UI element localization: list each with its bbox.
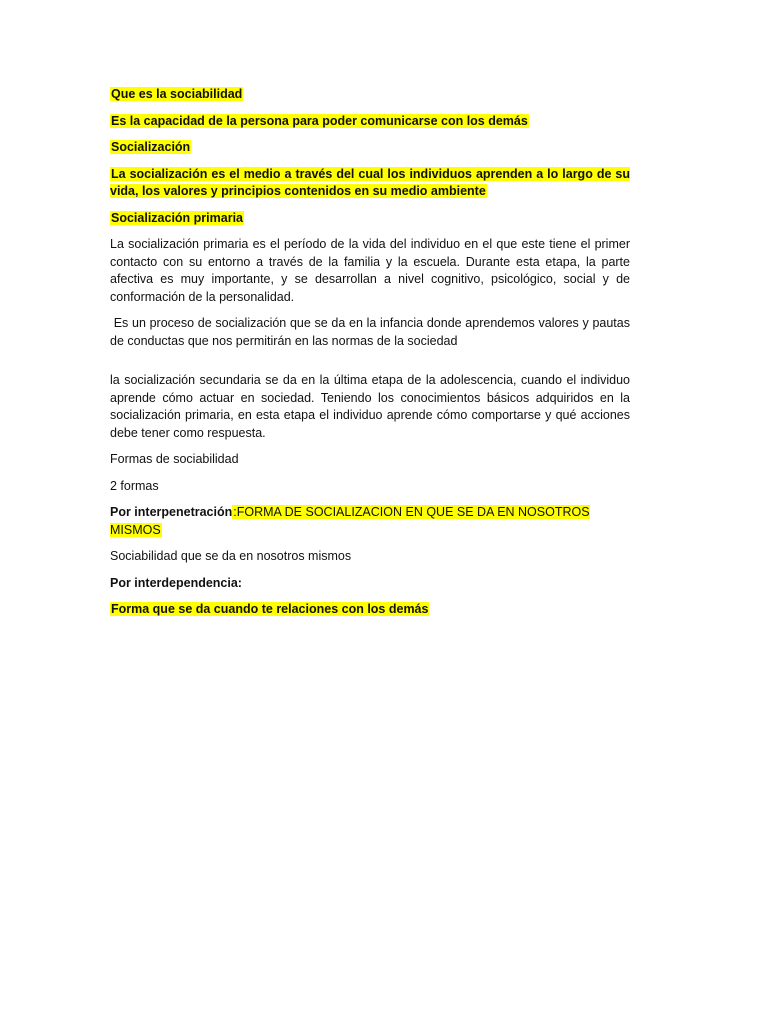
definition-socializacion bbox=[110, 166, 630, 201]
highlight: Socialización bbox=[111, 140, 191, 154]
definition-sociabilidad bbox=[110, 113, 630, 131]
paragraph-primaria-1: La socialización primaria es el período de la vida del individuo en el que este tiene el primer contacto con su entorno a través de la familia y la escuela. Durante esta etapa, la parte afectiva es muy importante, y se desarrollan a nivel cognitivo, psicológico, social y de conformación de la personalidad. bbox=[110, 237, 630, 304]
interdependencia-line bbox=[110, 601, 630, 619]
interdependencia-label: Por interdependencia: bbox=[110, 575, 242, 590]
interpenetracion-desc: Sociabilidad que se da en nosotros mismos bbox=[110, 549, 352, 563]
heading-socializacion bbox=[110, 139, 630, 157]
heading-sociabilidad bbox=[110, 86, 630, 104]
paragraph-primaria-2: Es un proceso de socialización que se da en la infancia donde aprendemos valores y pautas de conductas que nos permitirán en las normas de la sociedad bbox=[110, 316, 634, 348]
formas-title: Formas de sociabilidad bbox=[110, 452, 239, 466]
interpenetracion-label: Por interpenetración bbox=[110, 505, 233, 519]
formas-count: 2 formas bbox=[110, 478, 159, 493]
document-body bbox=[110, 86, 634, 628]
paragraph-secundaria: la socialización secundaria se da en la última etapa de la adolescencia, cuando el individuo aprende cómo actuar en sociedad. Teniendo los conocimientos básicos adquiridos en la socialización primaria, en esta etapa el individuo aprende cómo comportarse y qué acciones debe tener como respuesta. bbox=[110, 373, 630, 440]
heading-socializacion-primaria bbox=[110, 210, 630, 228]
highlight: Forma que se da cuando te relaciones con los demás bbox=[111, 602, 429, 616]
interpenetracion-line bbox=[110, 504, 630, 539]
highlight: La socialización es el medio a través del cual los individuos aprenden a lo largo de su vida, los valores y principios contenidos en su medio ambiente bbox=[110, 166, 630, 198]
highlight: Socialización primaria bbox=[111, 210, 243, 225]
highlight: :FORMA DE SOCIALIZACION EN QUE SE DA EN NOSOTROS MISMOS bbox=[110, 505, 590, 537]
highlight: Que es la sociabilidad bbox=[111, 87, 243, 101]
highlight: Es la capacidad de la persona para poder comunicarse con los demás bbox=[111, 113, 528, 128]
